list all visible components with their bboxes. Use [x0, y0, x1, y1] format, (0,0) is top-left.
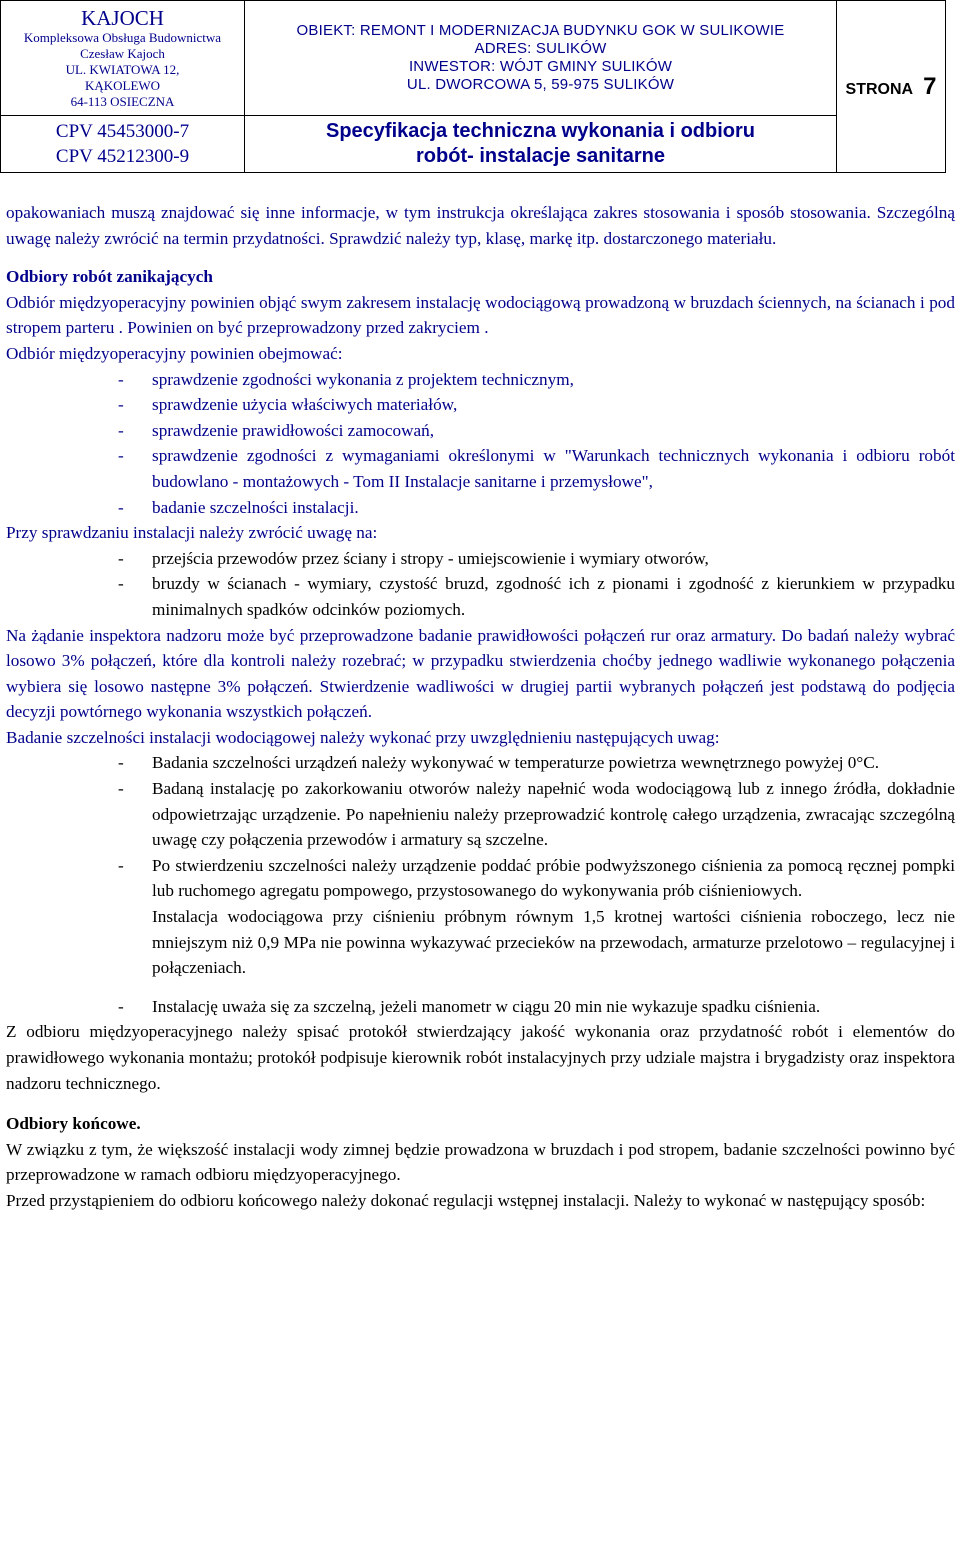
cpv-code: CPV 45453000-7: [55, 120, 190, 142]
company-block: [1, 1, 245, 116]
paragraph: opakowaniach muszą znajdować się inne informacje, w tym instrukcja określająca zakres stosowania i sposób stosowania. Szczególną uwagę należy zwrócić na termin przydatności. Sprawdzić należy typ, klasę, markę itp. dostarczonego materiału.: [6, 203, 955, 248]
page-header: [0, 0, 946, 173]
object-line: INWESTOR: WÓJT GMINY SULIKÓW: [408, 57, 673, 75]
section-heading: Odbiory końcowe.: [6, 1114, 141, 1134]
object-block: [245, 1, 837, 116]
list-item: - Po stwierdzeniu szczelności należy urządzenie poddać próbie podwyższonego ciśnienia za pomocą ręcznej pompki lub ruchomego agregatu pompowego, przystosowanego do wykonywania prób ciśnieniowych.: [118, 855, 955, 901]
paragraph: Odbiór międzyoperacyjny powinien objąć swym zakresem instalację wodociągową prowadzoną w bruzdach ściennych, na ścianach i pod stropem parteru . Powinien on być przeprowadzony przed zakryciem .: [6, 292, 955, 338]
list-item: - sprawdzenie zgodności wykonania z projektem technicznym,: [118, 369, 574, 389]
list-item: - badanie szczelności instalacji.: [118, 497, 359, 517]
cpv-block: [1, 115, 245, 172]
company-name: KAJOCH: [81, 5, 164, 30]
spec-title: Specyfikacja techniczna wykonania i odbioru: [325, 119, 755, 142]
company-line: 64-113 OSIECZNA: [70, 93, 175, 109]
list-item: - sprawdzenie użycia właściwych materiałów,: [118, 395, 458, 415]
spec-title-block: [245, 115, 837, 172]
company-line: Czesław Kajoch: [80, 45, 165, 61]
list-item: - Badania szczelności urządzeń należy wykonywać w temperaturze powietrza wewnętrznego powyżej 0°C.: [118, 753, 879, 773]
company-line: Kompleksowa Obsługa Budownictwa: [23, 29, 222, 45]
paragraph: Odbiór międzyoperacyjny powinien obejmować:: [6, 343, 343, 363]
object-line: UL. DWORCOWA 5, 59-975 SULIKÓW: [406, 75, 675, 93]
company-line: KĄKOLEWO: [84, 77, 161, 93]
paragraph: Badanie szczelności instalacji wodociągowej należy wykonać przy uwzględnieniu następujących uwag:: [6, 727, 720, 747]
paragraph: Z odbioru międzyoperacyjnego należy spisać protokół stwierdzający jakość wykonania oraz przydatność robót i elementów do prawidłowego wykonania montażu; protokół podpisuje kierownik robót instalacyjnych przy udziale majstra i brygadzisty oraz inspektora nadzoru technicznego.: [6, 1022, 955, 1093]
list-item: - Instalację uważa się za szczelną, jeżeli manometr w ciągu 20 min nie wykazuje spadku ciśnienia.: [118, 996, 821, 1016]
page-number: 7: [923, 72, 937, 100]
paragraph: Przy sprawdzaniu instalacji należy zwrócić uwagę na:: [6, 523, 378, 543]
list-item: - bruzdy w ścianach - wymiary, czystość bruzd, zgodność ich z pionami i zgodność z kierunkiem w przypadku minimalnych spadków odcinków poziomych.: [118, 574, 955, 619]
page-number-cell: [837, 1, 946, 173]
company-line: UL. KWIATOWA 12,: [65, 61, 180, 77]
spec-title: robót- instalacje sanitarne: [416, 144, 665, 167]
section-heading: Odbiory robót zanikających: [6, 267, 213, 287]
paragraph: Przed przystąpieniem do odbioru końcowego należy dokonać regulacji wstępnej instalacji. Należy to wykonać w następujący sposób:: [6, 1190, 926, 1210]
object-line: OBIEKT: REMONT I MODERNIZACJA BUDYNKU GOK W SULIKOWIE: [296, 21, 785, 39]
object-line: ADRES: SULIKÓW: [474, 39, 607, 57]
paragraph: W związku z tym, że większość instalacji wody zimnej będzie prowadzona w bruzdach i pod stropem, badanie szczelności powinno być przeprowadzone w ramach odbioru międzyoperacyjnego.: [6, 1139, 955, 1185]
document-body: [6, 200, 955, 1214]
list-item: - sprawdzenie prawidłowości zamocowań,: [118, 420, 435, 440]
paragraph: Na żądanie inspektora nadzoru może być przeprowadzone badanie prawidłowości połączeń rur oraz armatury. Do badań należy wybrać losowo 3% połączeń, które dla kontroli należy rozebrać; w przypadku stwierdzenia choćby jednego wadliwie wykonanego połączenia wybiera się losowo następne 3% połączeń. Stwierdzenie wadliwości w drugiej partii wybranych połączeń jest podstawą do podjęcia decyzji powtórnego wykonania wszystkich połączeń.: [6, 625, 955, 722]
list-item: - przejścia przewodów przez ściany i stropy - umiejscowienie i wymiary otworów,: [118, 548, 709, 568]
page-label: STRONA: [845, 80, 914, 98]
cpv-code: CPV 45212300-9: [55, 145, 190, 167]
paragraph: Instalacja wodociągowa przy ciśnieniu próbnym równym 1,5 krotnej wartości ciśnienia roboczego, lecz nie mniejszym niż 0,9 MPa nie powinna wykazywać przecieków na przewodach, armaturze przelotowo – regulacyjnej i połączeniach.: [152, 907, 955, 978]
list-item: - sprawdzenie zgodności z wymaganiami określonymi w "Warunkach technicznych wykonania i odbioru robót budowlano - montażowych - Tom II Instalacje sanitarne i przemysłowe",: [118, 446, 955, 491]
list-item: - Badaną instalację po zakorkowaniu otworów należy napełnić woda wodociągową lub z innego źródła, dokładnie odpowietrzając urządzenie. Po napełnieniu należy przeprowadzić kontrolę całego urządzenia, zwracając szczególną uwagę czy połączenia przewodów i armatury są szczelne.: [118, 779, 955, 850]
